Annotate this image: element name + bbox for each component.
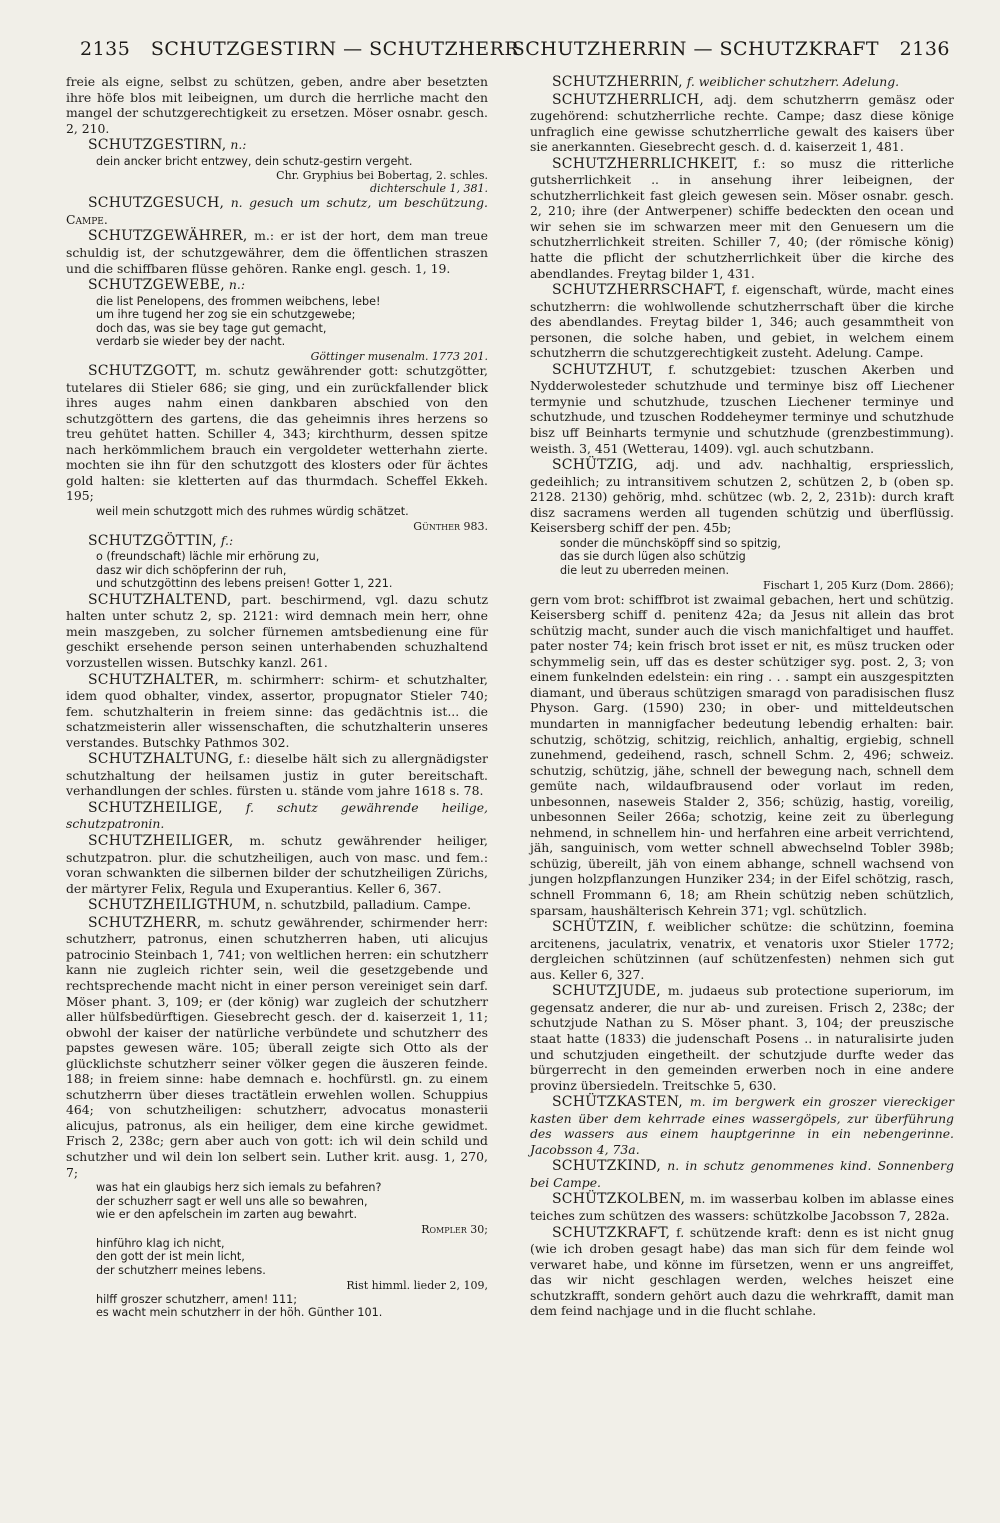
headword: SCHÜTZIG, bbox=[552, 457, 638, 474]
quotation bbox=[66, 550, 488, 591]
left-column bbox=[66, 74, 488, 1321]
quote-line: die list Penelopens, des frommen weibchens, lebe! bbox=[96, 294, 381, 308]
quote-line: um ihre tugend her zog sie ein schutzgewebe; bbox=[96, 308, 356, 322]
entry-text: n. schutzbild, palladium. Campe. bbox=[264, 897, 472, 913]
entry-schutzherrlich bbox=[530, 92, 954, 155]
entry-schutzgott bbox=[66, 363, 488, 504]
entry-schutzkraft bbox=[530, 1225, 954, 1319]
entry-text: m. judaeus sub protectione superiorum, im gegensatz anderer, die nur ab- und zureisen. Frisch 2, 238c; der schutzjude Nathan zu S. Möser phant. 3, 104; der preuszische staat hatte (1833) die judenschaft Posens .. in naturalisirte juden und schutzjuden eingetheilt. der schutzjude durfte weder das bürgerrecht in den gemeinden erwerben noch in eine andere provinz übersiedeln. Treitschke 5, 630. bbox=[530, 983, 954, 1093]
entry-schutzjude bbox=[530, 983, 954, 1093]
entry-schutzherrin bbox=[530, 74, 954, 91]
citation: dichterschule 1, 381. bbox=[370, 182, 488, 196]
entry-definition: n.: bbox=[228, 277, 245, 293]
entry-text: adj. und adv. nachhaltig, erspriesslich, gedeihlich; zu intransitivem schutzen 2, schützen 2, b (oben sp. 2128. 2130) gehörig, mhd. schützec (wb. 2, 2, 231b): durch kraft disz sacramens werden all tugenden schützig und überflüssig. Keisersberg schiff der pen. 45b; bbox=[530, 457, 954, 536]
quote-line: doch das, was sie bey tage gut gemacht, bbox=[96, 321, 327, 335]
citation: Göttinger musenalm. 1773 201. bbox=[310, 349, 488, 363]
headword: SCHUTZKIND, bbox=[552, 1158, 661, 1175]
page-number-left: 2135 bbox=[80, 38, 131, 60]
citation: Fischart 1, 205 Kurz (Dom. 2866); bbox=[762, 578, 954, 592]
headword: SCHUTZGESTIRN, bbox=[88, 137, 227, 154]
running-header bbox=[0, 38, 1000, 68]
quotation bbox=[66, 1181, 488, 1222]
entry-schutzhaltend bbox=[66, 592, 488, 671]
quote-line: es wacht mein schutzherr in der höh. Günther 101. bbox=[96, 1306, 383, 1320]
entry-schutzheilige bbox=[66, 800, 488, 832]
headword: SCHUTZHERR, bbox=[88, 914, 202, 931]
entry-text: f. weiblicher schutzherr. Adelung. bbox=[686, 74, 900, 89]
entry-schutzhaltung bbox=[66, 751, 488, 799]
entry-schutzhut bbox=[530, 362, 954, 456]
entry-text: f.: dieselbe hält sich zu allergnädigster schutzhaltung der heilsamen justiz in guter bereitschaft. verhandlungen der schles. fürsten u. stände vom jahre 1618 s. 78. bbox=[66, 751, 488, 799]
header-right bbox=[512, 38, 964, 60]
headword: SCHUTZHEILIGTHUM, bbox=[88, 897, 261, 914]
citation: Rompler 30; bbox=[421, 1222, 488, 1236]
header-left bbox=[66, 38, 519, 60]
entry-text: f. schützende kraft: denn es ist nicht gnug (wie ich droben gesagt habe) das man sich für dem feinde wol verwaret habe, und könne im fürsetzen, wenn er uns angreiffet, das wir nicht geschlagen werden, welches heiszet eine schutzkrafft, sondern gehört auch dazu die wehrkrafft, damit man dem feind nachjage und in die flucht schlahe. bbox=[530, 1224, 954, 1319]
entry-text: f.: so musz die ritterliche gutsherrlichkeit .. in ansehung ihrer leibeignen, der schutzherrlichkeit fast gleich gewesen sein. Möser osnabr. gesch. 2, 210; ihre (der Antwerpener) schiffe bedeckten den ocean und wir sehen sie im schwarzen meer mit den Genuesern um die schutzherrlichkeit streiten. Schiller 7, 40; (der römische könig) hatte die pflicht der schutzherrlichkeit über die kirche des abendlandes. Freytag bilder 1, 431. bbox=[530, 155, 954, 281]
entry-text: f. weiblicher schütze: die schützinn, foemina arcitenens, jaculatrix, venatrix, et venatoris uxor Stieler 1772; dergleichen schützinnen (auf schützenfesten) nehmen sich gut aus. Keller 6, 327. bbox=[530, 919, 954, 982]
quote-line: das sie durch lügen also schützig bbox=[560, 550, 746, 564]
entry-schutzherrlichkeit bbox=[530, 156, 954, 281]
entry-text: part. beschirmend, vgl. dazu schutz halten unter schutz 2, sp. 2121: wird demnach mein herr, ohne mein maszgeben, zu solcher fürnemen amtsbedienung eine für geschikt ersehende person seinen unterhabenden schuzhaltend vorzustellen wissen. Butschky kanzl. 261. bbox=[66, 591, 488, 671]
headword: SCHÜTZKOLBEN, bbox=[552, 1191, 686, 1208]
entry-text: m. schirmherr: schirm- et schutzhalter, idem quod obhalter, vindex, assertor, propugnator Stieler 740; fem. schutzhalterin in freiem sinne: das gedächtnis ist... die schatzmeisterin aller wissenschaften, die schutzhalterin unseres verstandes. Butschky Pathmos 302. bbox=[66, 671, 488, 750]
headword: SCHUTZGOTT, bbox=[88, 362, 198, 379]
entry-text: m. im bergwerk ein groszer viereckiger kasten über dem kehrrade eines wassergöpels, zur überführung des wassers aus einem hauptgerinne in ein nebengerinne. Jacobsson 4, 73a. bbox=[530, 1094, 954, 1157]
quotation bbox=[66, 295, 488, 349]
entry-text: m. schutz gewährender heiliger, schutzpatron. plur. die schutzheiligen, auch von masc. und fem.: voran schwankten die silbernen bilder der schutzheiligen Zürichs, der märtyrer Felix, Regula und Exuperantius. Keller 6, 367. bbox=[66, 833, 488, 896]
entry-schutzherr bbox=[66, 915, 488, 1180]
entry-schutzheiliger bbox=[66, 833, 488, 896]
entry-text: m. im wasserbau kolben im ablasse eines teiches zum schützen des wassers: schützkolbe Jacobsson 7, 282a. bbox=[530, 1191, 954, 1223]
quote-line: wie er den apfelschein im zarten aug bewahrt. bbox=[96, 1208, 357, 1222]
headword: SCHUTZHEILIGE, bbox=[88, 799, 223, 816]
entry-text: f. schutz gewährende heilige, schutzpatronin. bbox=[66, 799, 488, 832]
headword: SCHUTZGESUCH, bbox=[88, 195, 225, 212]
entry-text: m. schutz gewährender, schirmender herr: schutzherr, patronus, einen schutzherren haben, uti alicujus patrocinio Steinbach 1, 741; von weltlichen herren: ein schutzherr kann nie zugleich richter sein, weil die gesetzgebende und rechtsprechende macht nicht in einer person vereiniget sein darf. Möser phant. 3, 109; er (der könig) war zugleich der schutzherr aller hülfsbedürftigen. Giesebrecht gesch. der d. kaiserzeit 1, 11; obwohl der kaiser der natürliche verbündete und schutzherr des papstes gewesen wäre. 105; überall zeigte sich Otto als der glücklichste schutzherr seiner völker gegen die äuszeren feinde. 188; in freiem sinne: habe demnach e. hochfürstl. gn. zu einem schutzherrn über dieses tractätlein erwehlen wollen. Schuppius 464; von schutzheiligen: schutzherr, advocatus monasterii alicujus, patronus, als ein heiliger, dem eine kirche gewidmet. Frisch 2, 238c; gern aber auch von gott: ich wil dein schild und schutzher und wil dein lon selbert sein. Luther krit. ausg. 1, 270, 7; bbox=[66, 914, 488, 1180]
quote-line: hinführo klag ich nicht, bbox=[96, 1236, 225, 1250]
header-left-title: SCHUTZGESTIRN — SCHUTZHERR bbox=[150, 38, 520, 60]
citation: Rist himml. lieder 2, 109, bbox=[346, 1278, 488, 1292]
headword: SCHUTZHERRLICHKEIT, bbox=[552, 155, 739, 172]
entry-text: n. in schutz genommenes kind. Sonnenberg bei Campe. bbox=[530, 1158, 954, 1190]
entry-schutzgewaehrer bbox=[66, 228, 488, 276]
entry-text: m.: er ist der hort, dem man treue schuldig ist, der schutzgewährer, dem die öffentlichen straszen und die schiffbaren flüsse gehören. Ranke engl. gesch. 1, 19. bbox=[66, 228, 488, 276]
headword: SCHUTZHERRSCHAFT, bbox=[552, 282, 727, 299]
headword: SCHUTZHEILIGER, bbox=[88, 833, 234, 850]
quote-line: weil mein schutzgott mich des ruhmes würdig schätzet. bbox=[96, 504, 409, 518]
quote-line: dasz wir dich schöpferinn der ruh, bbox=[96, 563, 287, 577]
entry-schutzgoettin bbox=[66, 533, 488, 550]
citation: Chr. Gryphius bei Bobertag, 2. schles. bbox=[276, 169, 488, 183]
entry-schutzheiligthum bbox=[66, 897, 488, 914]
quote-line: und schutzgöttinn des lebens preisen! Gotter 1, 221. bbox=[96, 577, 393, 591]
quotation bbox=[66, 505, 488, 519]
entry-text: adj. dem schutzherrn gemäsz oder zugehörend: schutzherrliche rechte. Campe; dasz diese könige unfraglich eine gewisse schutzherrliche gewalt des kaisers über sie anerkannten. Giesebrecht gesch. d. d. kaiserzeit 1, 481. bbox=[530, 91, 954, 155]
right-column bbox=[530, 74, 954, 1320]
entry-definition: n.: bbox=[230, 137, 247, 153]
entry-schuetzig bbox=[530, 457, 954, 536]
headword: SCHÜTZKASTEN, bbox=[552, 1094, 683, 1111]
entry-text: f. eigenschaft, würde, macht eines schutzherrn: die wohlwollende schutzherrschaft über die kirche des abendlandes. Freytag bilder 1, 346; auch gesammtheit von personen, die solche haben, und gebiet, in welchem einem schutzherrn die schutzgerechtigkeit zusteht. Adelung. Campe. bbox=[530, 282, 954, 361]
entry-schuetzin bbox=[530, 919, 954, 982]
entry-text: f. schutzgebiet: tzuschen Akerben und Nydderwolesteder schutzhude und terminye bisz off Liechener termynie und schutzhude, tzuschen Liechener terminye und schutzhude, und tzuschen Roddeheymer terminye und schutzhude bisz uff Beinharts termynie und schutzhude (grenzbestimmung). weisth. 3, 451 (Wetterau, 1409). vgl. auch schutzbann. bbox=[530, 361, 954, 456]
continued-text: freie als eigne, selbst zu schützen, geben, andre aber besetzten ihre höfe blos mit leibeignen, um durch die herrliche macht den mangel der schutzgerechtigkeit zu ersetzen. Möser osnabr. gesch. 2, 210. bbox=[66, 74, 488, 136]
entry-definition: f.: bbox=[220, 532, 234, 548]
entry-schutzhalter bbox=[66, 672, 488, 751]
headword: SCHUTZGEWÄHRER, bbox=[88, 228, 248, 245]
headword: SCHUTZHALTEND, bbox=[88, 591, 232, 608]
entry-schutzgesuch bbox=[66, 195, 488, 227]
quote-line: hilff groszer schutzherr, amen! 111; bbox=[96, 1292, 298, 1306]
quotation bbox=[66, 1293, 488, 1320]
headword: SCHUTZGÖTTIN, bbox=[88, 532, 217, 549]
entry-schutzgewebe bbox=[66, 277, 488, 294]
quote-line: dein ancker bricht entzwey, dein schutz-gestirn vergeht. bbox=[96, 154, 413, 168]
page-number-right: 2136 bbox=[899, 38, 950, 60]
quote-line: der schutzherr meines lebens. bbox=[96, 1264, 266, 1278]
headword: SCHUTZHALTER, bbox=[88, 671, 219, 688]
headword: SCHÜTZIN, bbox=[552, 919, 639, 936]
citation: Günther 983. bbox=[413, 519, 488, 533]
entry-schutzgestirn bbox=[66, 137, 488, 154]
quote-line: den gott der ist mein licht, bbox=[96, 1250, 245, 1264]
headword: SCHUTZJUDE, bbox=[552, 983, 661, 1000]
entry-schutzherrschaft bbox=[530, 282, 954, 361]
quote-line: sonder die münchsköpff sind so spitzig, bbox=[560, 536, 781, 550]
quotation bbox=[66, 1237, 488, 1278]
headword: SCHUTZGEWEBE, bbox=[88, 277, 225, 294]
entry-text: gern vom brot: schiffbrot ist zwaimal gebachen, hert und schützig. Keisersberg schiff d. penitenz 42a; da Jesus nit allein das brot schützig macht, sunder auch die visch manichfaltiget und hauffet. pater noster 74; kein frisch brot isset er nit, es müsz trucken oder schymmelig sein, uff das es dester schütziger syg. post. 2, 3; von einem funkelnden edelstein: ein ring . . . sampt ein auszgespitzten diamant, und überaus schützigen smaragd von paradisischen flusz Physon. Garg. (1590) 230; in ober- und mitteldeutschen mundarten in mannigfacher bedeutung lebendig erhalten: bair. schutzig, schötzig, schitzig, reichlich, anhaltig, ergiebig, schnell zunehmend, gedeihend, rasch, schnell Schm. 2, 496; schweiz. schutzig, schützig, jähe, schnell der bewegung nach, schnell dem gemüte nach, wildaufbrausend oder vorlaut im reden, unbesonnen, naseweis Stalder 2, 356; schüzig, hastig, voreilig, unbesonnen Seiler 266a; schotzig, keine zeit zu überlegung nehmend, in schnellem hin- und herfahren eine arbeit verrichtend, jäh, sanguinisch, vom wetter schnell abwechselnd Tobler 398b; schüzig, übereilt, jäh von einem abhange, schnell wachsend von jungen holzpflanzungen Hunziker 234; in der Eifel schötzig, rasch, schnell Frommann 6, 18; am Rhein schützig neben schützlich, sparsam, haushälterisch Kehrein 371; vgl. schützlich. bbox=[530, 591, 954, 918]
citation: Campe. bbox=[66, 211, 108, 227]
headword: SCHUTZHERRLICH, bbox=[552, 91, 705, 108]
quotation bbox=[66, 155, 488, 169]
quote-line: verdarb sie wieder bey der nacht. bbox=[96, 335, 286, 349]
headword: SCHUTZHALTUNG, bbox=[88, 751, 234, 768]
entry-schuetzkolben bbox=[530, 1191, 954, 1223]
headword: SCHUTZHERRIN, bbox=[552, 74, 683, 90]
quote-line: was hat ein glaubigs herz sich iemals zu befahren? bbox=[96, 1181, 382, 1195]
entry-definition: n. gesuch um schutz, um beschützung. bbox=[230, 195, 488, 211]
entry-text: m. schutz gewährender gott: schutzgötter, tutelares dii Stieler 686; sie ging, und ein zurückfallender blick ihres auges nahm einen dankbaren abschied von den schutzgöttern des gartens, die das geheimnis ihres herzens so treu gehütet hatten. Schiller 4, 343; kirchthurm, dessen spitze nach herkömmlichem brauch ein vergoldeter wetterhahn zierte. mochten sie ihn für den schutzgott des klosters oder für ächtes gold halten: sie kletterten auf das thurmdach. Scheffel Ekkeh. 195; bbox=[66, 362, 488, 504]
quote-line: der schuzherr sagt er well uns alle so bewahren, bbox=[96, 1194, 368, 1208]
quote-line: o (freundschaft) lächle mir erhörung zu, bbox=[96, 550, 320, 564]
header-right-title: SCHUTZHERRIN — SCHUTZKRAFT bbox=[511, 38, 880, 60]
entry-schutzkind bbox=[530, 1158, 954, 1190]
headword: SCHUTZKRAFT, bbox=[552, 1224, 671, 1241]
headword: SCHUTZHUT, bbox=[552, 361, 654, 378]
quotation bbox=[530, 537, 954, 578]
entry-schuetzkasten bbox=[530, 1094, 954, 1157]
quote-line: die leut zu uberreden meinen. bbox=[560, 564, 730, 578]
